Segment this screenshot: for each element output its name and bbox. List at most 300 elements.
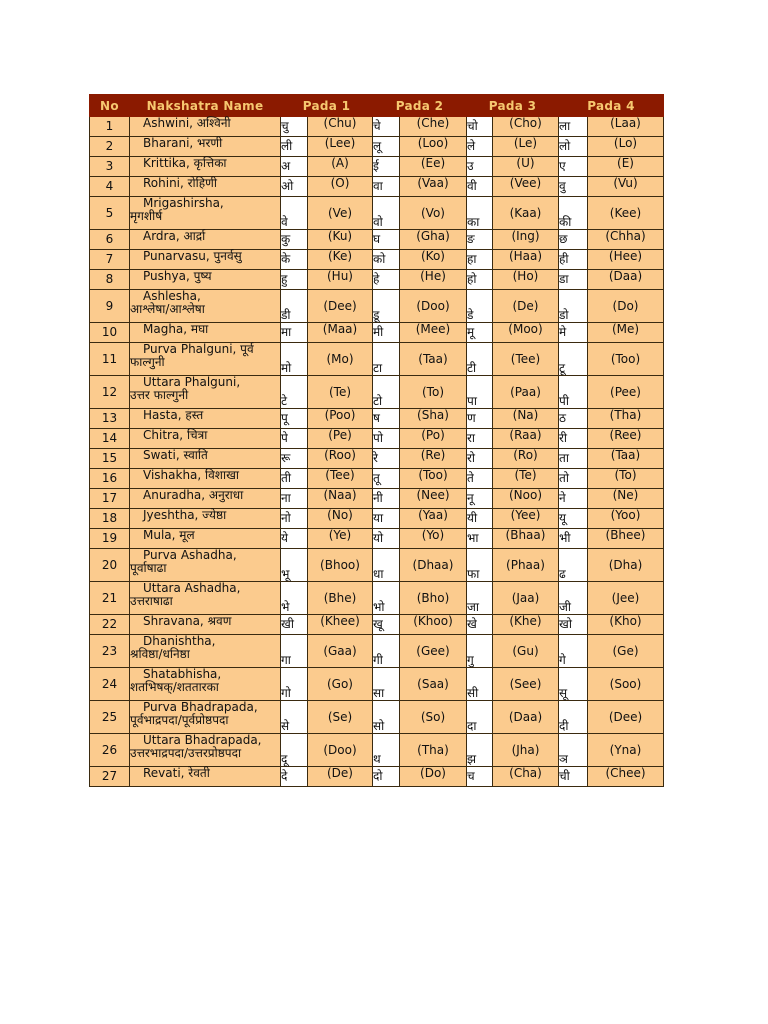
pada-3-transliteration: (Na) [493,409,559,429]
pada-2-transliteration: (Vaa) [400,177,467,197]
header-nakshatra-name: Nakshatra Name [130,95,281,117]
pada-4-transliteration: (Kho) [588,615,664,635]
pada-1-syllable: पू [281,409,308,429]
table-row [90,177,664,197]
pada-3-transliteration: (Noo) [493,489,559,509]
pada-1-transliteration: (Bhe) [308,582,373,615]
pada-3-syllable: पा [467,376,493,409]
pada-4-syllable: ए [559,157,588,177]
pada-3-syllable: भा [467,529,493,549]
pada-4-syllable: ची [559,767,588,787]
pada-2-syllable: खू [373,615,400,635]
nakshatra-name: Uttara Ashadha, [143,581,241,595]
pada-2-syllable: तू [373,469,400,489]
pada-2-transliteration: (Do) [400,767,467,787]
nakshatra-name-cell [130,137,281,157]
pada-2-transliteration: (Tha) [400,734,467,767]
pada-4-syllable: ला [559,117,588,137]
pada-1-syllable: से [281,701,308,734]
row-number: 16 [90,469,130,489]
nakshatra-name-cell [130,489,281,509]
nakshatra-name-cell [130,701,281,734]
pada-1-transliteration: (Roo) [308,449,373,469]
pada-2-syllable: वा [373,177,400,197]
nakshatra-name: Ardra, आर्द्रा [143,229,206,243]
table-row [90,117,664,137]
pada-4-syllable: डो [559,290,588,323]
pada-4-syllable: टू [559,343,588,376]
nakshatra-name-cell [130,635,281,668]
pada-4-syllable: डा [559,270,588,290]
header-pada-3: Pada 3 [467,95,559,117]
pada-2-transliteration: (He) [400,270,467,290]
pada-3-transliteration: (Cha) [493,767,559,787]
pada-2-transliteration: (Dhaa) [400,549,467,582]
nakshatra-name-devanagari: उत्तराषाढा [130,594,173,608]
nakshatra-name-cell [130,323,281,343]
row-number: 8 [90,270,130,290]
pada-1-syllable: ये [281,529,308,549]
pada-2-transliteration: (Bho) [400,582,467,615]
nakshatra-name-cell [130,177,281,197]
row-number: 4 [90,177,130,197]
pada-1-syllable: हु [281,270,308,290]
nakshatra-name-cell [130,509,281,529]
pada-4-syllable: सू [559,668,588,701]
pada-2-transliteration: (Gee) [400,635,467,668]
pada-3-syllable: चो [467,117,493,137]
nakshatra-name: Shravana, श्रवण [143,614,232,628]
nakshatra-name: Punarvasu, पुनर्वसु [143,249,242,263]
pada-2-transliteration: (Taa) [400,343,467,376]
nakshatra-name-cell [130,157,281,177]
pada-3-syllable: दा [467,701,493,734]
pada-1-transliteration: (Tee) [308,469,373,489]
pada-2-transliteration: (Khoo) [400,615,467,635]
pada-3-transliteration: (Daa) [493,701,559,734]
table-row [90,343,664,376]
pada-2-transliteration: (Doo) [400,290,467,323]
pada-3-syllable: झ [467,734,493,767]
pada-2-syllable: सा [373,668,400,701]
row-number: 17 [90,489,130,509]
pada-4-syllable: दी [559,701,588,734]
pada-1-transliteration: (Doo) [308,734,373,767]
row-number: 5 [90,197,130,230]
pada-4-transliteration: (Yoo) [588,509,664,529]
pada-1-syllable: रू [281,449,308,469]
pada-1-transliteration: (O) [308,177,373,197]
pada-3-transliteration: (Paa) [493,376,559,409]
pada-2-syllable: यो [373,529,400,549]
pada-1-syllable: पे [281,429,308,449]
header-pada-4: Pada 4 [559,95,664,117]
header-pada-2: Pada 2 [373,95,467,117]
pada-3-transliteration: (Te) [493,469,559,489]
pada-4-syllable: भी [559,529,588,549]
pada-2-syllable: थ [373,734,400,767]
table-row [90,582,664,615]
nakshatra-name-cell [130,767,281,787]
nakshatra-name-cell [130,230,281,250]
pada-4-transliteration: (Bhee) [588,529,664,549]
row-number: 1 [90,117,130,137]
pada-4-syllable: ता [559,449,588,469]
table-row [90,409,664,429]
pada-3-syllable: फा [467,549,493,582]
pada-4-syllable: लो [559,137,588,157]
pada-1-transliteration: (Maa) [308,323,373,343]
pada-1-transliteration: (Se) [308,701,373,734]
pada-2-syllable: डू [373,290,400,323]
table-row [90,734,664,767]
pada-4-transliteration: (Daa) [588,270,664,290]
pada-2-transliteration: (Ee) [400,157,467,177]
pada-2-syllable: या [373,509,400,529]
row-number: 6 [90,230,130,250]
pada-4-syllable: गे [559,635,588,668]
pada-3-transliteration: (Yee) [493,509,559,529]
pada-3-transliteration: (Vee) [493,177,559,197]
nakshatra-name: Purva Bhadrapada, [143,700,258,714]
header-pada-1: Pada 1 [281,95,373,117]
row-number: 9 [90,290,130,323]
table-row [90,469,664,489]
pada-3-transliteration: (Haa) [493,250,559,270]
nakshatra-name-cell [130,615,281,635]
nakshatra-name-devanagari: मृगशीर्ष [130,209,163,223]
pada-4-syllable: की [559,197,588,230]
row-number: 15 [90,449,130,469]
table-row [90,701,664,734]
pada-1-syllable: ओ [281,177,308,197]
pada-3-syllable: सी [467,668,493,701]
pada-1-transliteration: (Poo) [308,409,373,429]
table-body [90,117,664,787]
pada-3-transliteration: (Raa) [493,429,559,449]
nakshatra-name: Swati, स्वाति [143,448,208,462]
pada-1-syllable: ली [281,137,308,157]
pada-1-syllable: नो [281,509,308,529]
nakshatra-name-cell [130,343,281,376]
nakshatra-pada-table [89,94,664,787]
pada-2-transliteration: (Re) [400,449,467,469]
pada-1-syllable: मो [281,343,308,376]
row-number: 20 [90,549,130,582]
pada-1-syllable: के [281,250,308,270]
pada-3-syllable: च [467,767,493,787]
table-row [90,509,664,529]
nakshatra-name-cell [130,734,281,767]
header-row [90,95,664,117]
pada-2-transliteration: (Sha) [400,409,467,429]
pada-4-transliteration: (Hee) [588,250,664,270]
pada-4-syllable: ढ [559,549,588,582]
nakshatra-name: Revati, रेवती [143,766,210,780]
row-number: 18 [90,509,130,529]
pada-4-transliteration: (Kee) [588,197,664,230]
pada-1-syllable: चु [281,117,308,137]
row-number: 27 [90,767,130,787]
nakshatra-name: Pushya, पुष्य [143,269,212,283]
pada-2-syllable: पो [373,429,400,449]
pada-2-transliteration: (Too) [400,469,467,489]
pada-3-transliteration: (Le) [493,137,559,157]
nakshatra-name-cell [130,117,281,137]
pada-1-transliteration: (Pe) [308,429,373,449]
pada-3-syllable: ले [467,137,493,157]
nakshatra-name-cell [130,270,281,290]
nakshatra-name: Jyeshtha, ज्येष्ठा [143,508,227,522]
row-number: 19 [90,529,130,549]
pada-4-transliteration: (Ge) [588,635,664,668]
nakshatra-name-devanagari: आश्लेषा/आश्लेषा [130,302,205,316]
pada-3-syllable: हो [467,270,493,290]
row-number: 3 [90,157,130,177]
row-number: 10 [90,323,130,343]
pada-2-transliteration: (Ko) [400,250,467,270]
pada-2-transliteration: (Gha) [400,230,467,250]
pada-3-syllable: गु [467,635,493,668]
row-number: 14 [90,429,130,449]
pada-4-transliteration: (Yna) [588,734,664,767]
nakshatra-name: Ashwini, अश्विनी [143,116,231,130]
pada-2-transliteration: (Loo) [400,137,467,157]
pada-1-transliteration: (Lee) [308,137,373,157]
pada-1-syllable: ना [281,489,308,509]
nakshatra-name-cell [130,582,281,615]
pada-1-syllable: दू [281,734,308,767]
pada-1-syllable: दे [281,767,308,787]
nakshatra-name: Purva Phalguni, पूर्व [143,342,254,356]
pada-3-syllable: नू [467,489,493,509]
pada-3-transliteration: (Tee) [493,343,559,376]
pada-2-transliteration: (Mee) [400,323,467,343]
pada-3-syllable: जा [467,582,493,615]
pada-1-syllable: वे [281,197,308,230]
nakshatra-name: Ashlesha, [143,289,201,303]
pada-3-transliteration: (Ro) [493,449,559,469]
row-number: 21 [90,582,130,615]
pada-3-syllable: डे [467,290,493,323]
pada-1-transliteration: (A) [308,157,373,177]
pada-3-syllable: हा [467,250,493,270]
pada-1-transliteration: (Gaa) [308,635,373,668]
pada-3-transliteration: (Ing) [493,230,559,250]
row-number: 7 [90,250,130,270]
pada-2-syllable: नी [373,489,400,509]
table-row [90,635,664,668]
nakshatra-name: Vishakha, विशाखा [143,468,239,482]
pada-4-transliteration: (Vu) [588,177,664,197]
pada-3-transliteration: (Phaa) [493,549,559,582]
nakshatra-name: Krittika, कृत्तिका [143,156,227,170]
pada-1-syllable: गा [281,635,308,668]
nakshatra-name-devanagari: पूर्वाषाढा [130,561,167,575]
pada-2-syllable: भो [373,582,400,615]
table-row [90,615,664,635]
pada-1-syllable: कु [281,230,308,250]
pada-4-syllable: यू [559,509,588,529]
pada-2-syllable: चे [373,117,400,137]
nakshatra-name: Mula, मूल [143,528,195,542]
pada-4-transliteration: (Jee) [588,582,664,615]
pada-2-transliteration: (Po) [400,429,467,449]
pada-4-transliteration: (Me) [588,323,664,343]
pada-2-syllable: टो [373,376,400,409]
nakshatra-name: Anuradha, अनुराधा [143,488,244,502]
table-row [90,290,664,323]
row-number: 22 [90,615,130,635]
pada-4-transliteration: (Dee) [588,701,664,734]
nakshatra-name: Rohini, रोहिणी [143,176,217,190]
nakshatra-name-cell [130,376,281,409]
row-number: 26 [90,734,130,767]
pada-3-transliteration: (Gu) [493,635,559,668]
pada-4-syllable: तो [559,469,588,489]
row-number: 12 [90,376,130,409]
pada-4-syllable: ही [559,250,588,270]
nakshatra-name: Magha, मघा [143,322,209,336]
pada-1-transliteration: (De) [308,767,373,787]
pada-3-transliteration: (Ho) [493,270,559,290]
pada-3-syllable: ते [467,469,493,489]
pada-4-syllable: पी [559,376,588,409]
pada-2-syllable: लू [373,137,400,157]
nakshatra-name-devanagari: फाल्गुनी [130,355,165,369]
table-row [90,270,664,290]
pada-1-transliteration: (Ve) [308,197,373,230]
row-number: 13 [90,409,130,429]
pada-2-transliteration: (Yo) [400,529,467,549]
pada-4-transliteration: (E) [588,157,664,177]
nakshatra-name-devanagari: श्रविष्ठा/धनिष्ठा [130,647,190,661]
nakshatra-name-cell [130,409,281,429]
pada-1-transliteration: (Te) [308,376,373,409]
nakshatra-name: Chitra, चित्रा [143,428,208,442]
row-number: 25 [90,701,130,734]
pada-3-syllable: मू [467,323,493,343]
pada-2-transliteration: (Yaa) [400,509,467,529]
nakshatra-name: Purva Ashadha, [143,548,237,562]
nakshatra-name-devanagari: शतभिषक्/शततारका [130,680,219,694]
pada-4-syllable: वु [559,177,588,197]
pada-2-syllable: ई [373,157,400,177]
nakshatra-name-cell [130,529,281,549]
table-row [90,376,664,409]
pada-1-syllable: भू [281,549,308,582]
pada-3-syllable: टी [467,343,493,376]
table-row [90,323,664,343]
pada-3-transliteration: (Khe) [493,615,559,635]
pada-1-syllable: टे [281,376,308,409]
pada-2-syllable: गी [373,635,400,668]
pada-4-transliteration: (Soo) [588,668,664,701]
table-row [90,429,664,449]
pada-2-syllable: मी [373,323,400,343]
nakshatra-name: Shatabhisha, [143,667,222,681]
nakshatra-name-cell [130,549,281,582]
pada-3-syllable: रो [467,449,493,469]
pada-2-transliteration: (To) [400,376,467,409]
pada-3-transliteration: (Kaa) [493,197,559,230]
pada-1-syllable: ती [281,469,308,489]
pada-3-syllable: वी [467,177,493,197]
pada-4-transliteration: (Ree) [588,429,664,449]
pada-3-transliteration: (De) [493,290,559,323]
pada-3-transliteration: (Cho) [493,117,559,137]
nakshatra-name-devanagari: पूर्वभाद्रपदा/पूर्वप्रोष्ठपदा [130,713,229,727]
pada-1-transliteration: (Hu) [308,270,373,290]
pada-4-transliteration: (Too) [588,343,664,376]
pada-1-transliteration: (Bhoo) [308,549,373,582]
table-row [90,230,664,250]
pada-2-syllable: हे [373,270,400,290]
pada-2-transliteration: (Nee) [400,489,467,509]
pada-2-syllable: वो [373,197,400,230]
table-row [90,157,664,177]
pada-4-transliteration: (Ne) [588,489,664,509]
pada-3-syllable: का [467,197,493,230]
pada-2-syllable: सो [373,701,400,734]
pada-2-syllable: टा [373,343,400,376]
pada-3-syllable: ङ [467,230,493,250]
pada-3-transliteration: (Jha) [493,734,559,767]
pada-1-transliteration: (Ku) [308,230,373,250]
pada-2-syllable: दो [373,767,400,787]
pada-2-syllable: धा [373,549,400,582]
nakshatra-name: Uttara Bhadrapada, [143,733,262,747]
table-row [90,767,664,787]
pada-4-syllable: जी [559,582,588,615]
pada-1-transliteration: (Mo) [308,343,373,376]
pada-4-transliteration: (Laa) [588,117,664,137]
pada-4-syllable: खो [559,615,588,635]
pada-4-syllable: ञ [559,734,588,767]
nakshatra-name: Dhanishtha, [143,634,216,648]
pada-1-transliteration: (Chu) [308,117,373,137]
row-number: 11 [90,343,130,376]
pada-1-transliteration: (No) [308,509,373,529]
pada-1-syllable: अ [281,157,308,177]
pada-1-syllable: मा [281,323,308,343]
nakshatra-name-devanagari: उत्तरभाद्रपदा/उत्तरप्रोष्ठपदा [130,746,242,760]
pada-1-transliteration: (Go) [308,668,373,701]
pada-4-syllable: मे [559,323,588,343]
pada-3-syllable: यी [467,509,493,529]
pada-3-transliteration: (See) [493,668,559,701]
pada-2-transliteration: (Saa) [400,668,467,701]
pada-4-transliteration: (Dha) [588,549,664,582]
table-row [90,668,664,701]
nakshatra-name-cell [130,429,281,449]
pada-4-transliteration: (Pee) [588,376,664,409]
pada-4-transliteration: (Tha) [588,409,664,429]
pada-1-transliteration: (Ye) [308,529,373,549]
pada-4-syllable: छ [559,230,588,250]
pada-2-syllable: को [373,250,400,270]
pada-3-transliteration: (U) [493,157,559,177]
nakshatra-name-cell [130,668,281,701]
pada-3-transliteration: (Moo) [493,323,559,343]
pada-4-transliteration: (To) [588,469,664,489]
row-number: 24 [90,668,130,701]
pada-4-transliteration: (Lo) [588,137,664,157]
nakshatra-name: Mrigashirsha, [143,196,224,210]
pada-2-transliteration: (So) [400,701,467,734]
pada-3-transliteration: (Bhaa) [493,529,559,549]
table-row [90,449,664,469]
